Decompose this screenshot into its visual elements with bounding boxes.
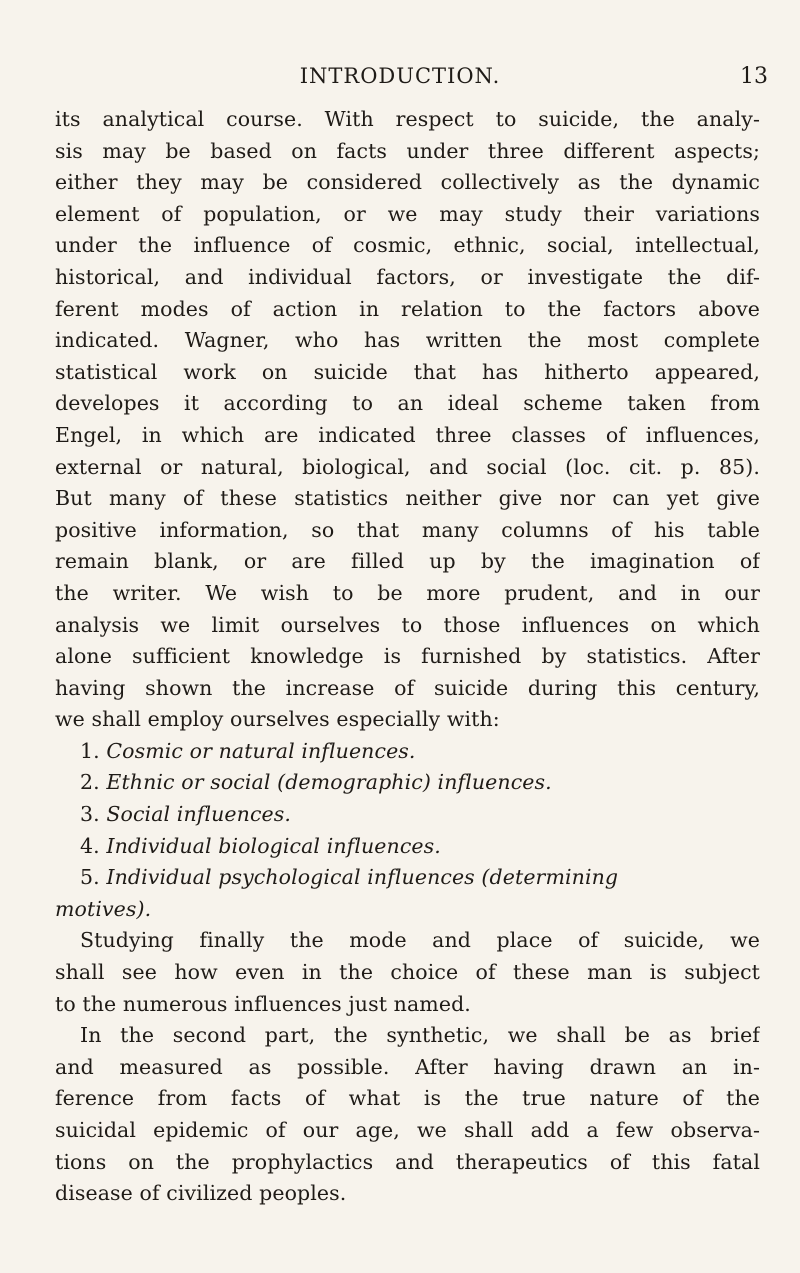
list-item (55, 862, 760, 894)
body-text (55, 104, 760, 1210)
running-head (0, 64, 800, 94)
text-line: indicated. Wagner, who has written the most complete (55, 328, 760, 353)
list-number: 2. (80, 770, 100, 795)
text-line: ference from facts of what is the true nature of the (55, 1086, 760, 1111)
text-line: shall see how even in the choice of these man is subject (55, 960, 760, 985)
text-line: historical, and individual factors, or investigate the dif- (55, 264, 760, 289)
text-line: statistical work on suicide that has hitherto appeared, (55, 359, 760, 384)
list-text: Cosmic or natural influences. (106, 738, 416, 763)
text-line: Studying finally the mode and place of suicide, we (80, 928, 760, 953)
text-line: positive information, so that many columns of his table (55, 517, 760, 542)
text-line: element of population, or we may study their variations (55, 201, 760, 226)
text-line: and measured as possible. After having drawn an in- (55, 1054, 760, 1079)
text-line: But many of these statistics neither give nor can yet give (55, 486, 760, 511)
text-line: to the numerous influences just named. (55, 991, 471, 1016)
text-line: having shown the increase of suicide during this century, (55, 675, 760, 700)
text-line: we shall employ ourselves especially with: (55, 707, 500, 732)
list-item-continuation: motives). (55, 896, 152, 921)
text-line: In the second part, the synthetic, we shall be as brief (80, 1023, 760, 1048)
list-item (55, 831, 760, 863)
text-line: ferent modes of action in relation to the factors above (55, 296, 760, 321)
list-item (55, 736, 760, 768)
text-line: its analytical course. With respect to suicide, the analy- (55, 107, 760, 131)
text-line: Engel, in which are indicated three classes of influences, (55, 422, 760, 447)
list-text: Ethnic or social (demographic) influences. (106, 770, 552, 795)
text-line: tions on the prophylactics and therapeutics of this fatal (55, 1149, 760, 1174)
text-line: sis may be based on facts under three different aspects; (55, 138, 760, 163)
page-number: 13 (740, 64, 768, 89)
text-line: under the influence of cosmic, ethnic, social, intellectual, (55, 233, 760, 258)
text-line: analysis we limit ourselves to those influences on which (55, 612, 760, 637)
text-line: suicidal epidemic of our age, we shall add a few observa- (55, 1118, 760, 1142)
text-line: external or natural, biological, and social (loc. cit. p. 85). (55, 454, 760, 479)
text-line: developes it according to an ideal scheme taken from (55, 391, 760, 416)
list-text: Individual biological influences. (106, 833, 441, 858)
list-number: 1. (80, 738, 100, 763)
list-item (55, 799, 760, 831)
list-number: 3. (80, 802, 100, 827)
text-line: disease of civilized peoples. (55, 1181, 347, 1206)
text-line: remain blank, or are filled up by the imagination of (55, 549, 760, 574)
list-number: 4. (80, 833, 100, 858)
list-text: Individual psychological influences (determining (106, 865, 619, 890)
text-line: alone sufficient knowledge is furnished by statistics. After (55, 644, 760, 669)
list-item (55, 767, 760, 799)
running-title: INTRODUCTION. (299, 64, 501, 88)
list-text: Social influences. (106, 802, 291, 827)
list-number: 5. (80, 865, 100, 890)
text-line: either they may be considered collectively as the dynamic (55, 170, 760, 195)
text-line: the writer. We wish to be more prudent, and in our (55, 580, 760, 605)
